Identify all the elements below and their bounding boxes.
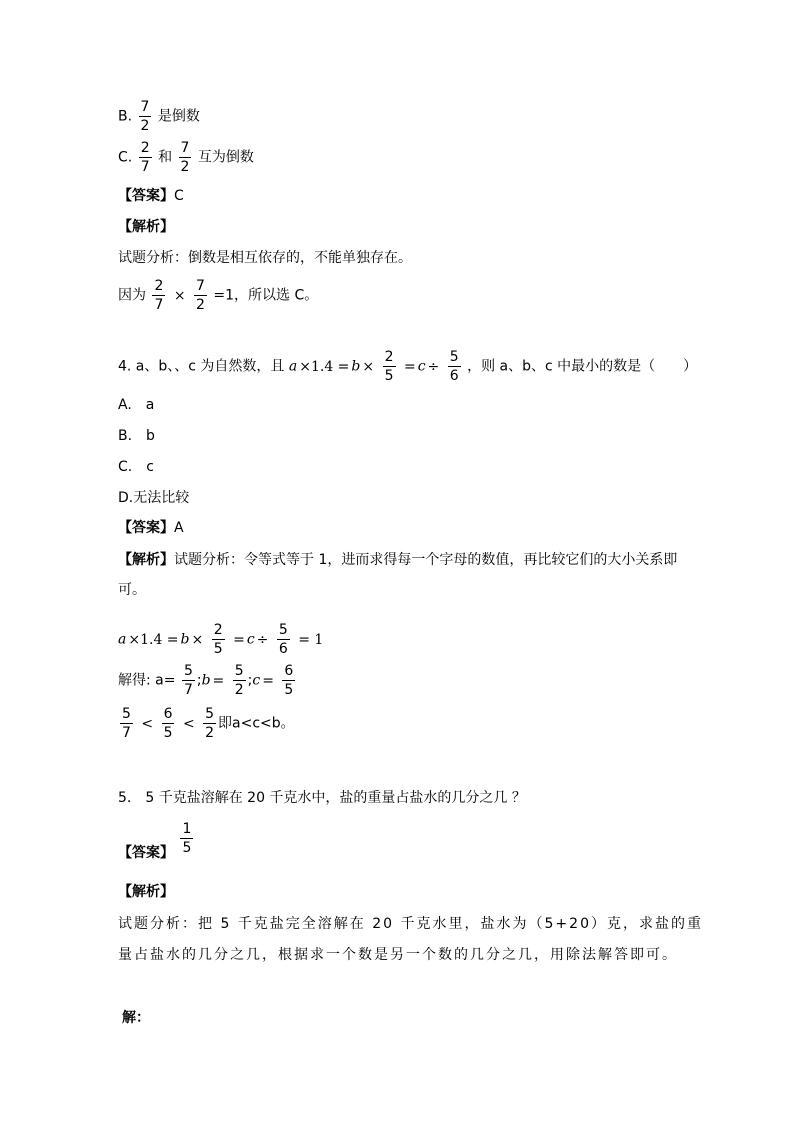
numerator: 6 <box>163 706 173 722</box>
answer-value: A <box>174 520 184 536</box>
q3-answer <box>118 186 184 206</box>
numerator: 5 <box>234 663 244 679</box>
operator: × <box>362 358 375 375</box>
fraction <box>139 98 152 135</box>
q3-option-c <box>118 139 254 176</box>
denominator: 2 <box>140 118 150 134</box>
text: ; <box>247 672 253 689</box>
q4-option-d: D.无法比较 <box>118 490 190 506</box>
text: 因为 <box>118 287 146 304</box>
answer-label: 【答案】 <box>118 845 174 861</box>
denominator: 5 <box>284 682 294 698</box>
q5-answer <box>118 821 195 863</box>
text: 解得: a= <box>118 672 176 689</box>
var: c <box>246 631 255 648</box>
fraction <box>152 277 165 314</box>
q4-option-b: B. b <box>118 428 155 444</box>
fraction <box>233 662 246 699</box>
numerator: 2 <box>213 622 223 638</box>
answer-label: 【答案】 <box>118 188 174 204</box>
numerator: 5 <box>122 706 131 722</box>
var: b <box>351 358 361 375</box>
denominator: 2 <box>205 725 215 741</box>
q3-analysis-label: 【解析】 <box>118 219 174 235</box>
q5-stem: 5. 5 千克盐溶解在 20 千克水中，盐的重量占盐水的几分之几 ？ <box>118 790 526 806</box>
numerator: 7 <box>196 278 205 294</box>
q4-answer <box>118 518 184 538</box>
var: a <box>118 631 127 648</box>
fraction <box>448 348 461 385</box>
fraction <box>194 277 207 314</box>
fraction <box>162 705 175 742</box>
denominator: 5 <box>213 641 223 657</box>
fraction <box>383 348 396 385</box>
fraction <box>139 139 152 176</box>
q5-analysis-text-2: 量占盐水的几分之几，根据求一个数是另一个数的几分之几，用除法解答即可。 <box>118 947 678 963</box>
analysis-text: 试题分析：令等式等于 1，进而求得每一个字母的数值，再比较它们的大小关系即 <box>174 552 678 568</box>
operator: = <box>403 358 416 375</box>
operator: ×1.4 = <box>128 631 179 648</box>
numerator: 5 <box>205 706 215 722</box>
q3-analysis-text: 试题分析：倒数是相互依存的，不能单独存在。 <box>118 250 412 266</box>
analysis-label: 【解析】 <box>118 552 174 568</box>
operator: ÷ <box>256 631 269 648</box>
q4-analysis <box>118 550 677 570</box>
denominator: 7 <box>122 725 131 741</box>
q4-compare <box>118 705 295 742</box>
question-text: ，则 a、b、c 中最小的数是（ ） <box>467 358 698 375</box>
operator: ×1.4 = <box>299 358 350 375</box>
fraction <box>120 705 133 742</box>
text: ; <box>196 672 202 689</box>
fraction <box>277 621 290 658</box>
q4-analysis-cont: 可。 <box>118 582 146 598</box>
answer-fraction <box>180 820 193 857</box>
var: c <box>252 672 261 689</box>
option-prefix: C. <box>118 149 133 166</box>
q4-equation <box>118 621 325 658</box>
operator: × <box>191 631 204 648</box>
answer-label: 【答案】 <box>118 520 174 536</box>
denominator: 2 <box>180 159 190 175</box>
denominator: 7 <box>154 297 164 313</box>
operator: = <box>233 631 245 648</box>
q5-analysis-label: 【解析】 <box>118 884 174 900</box>
q5-solution-label: 解： <box>122 1010 150 1026</box>
var: b <box>180 631 190 648</box>
denominator: 5 <box>384 368 394 384</box>
denominator: 2 <box>196 297 205 313</box>
numerator: 7 <box>140 99 150 115</box>
fraction <box>203 705 216 742</box>
denominator: 5 <box>163 725 173 741</box>
numerator: 5 <box>183 663 193 679</box>
denominator: 6 <box>449 368 459 384</box>
var: b <box>201 672 211 689</box>
operator: × <box>173 287 186 304</box>
option-text: 互为倒数 <box>197 149 254 166</box>
operator: < <box>182 715 195 732</box>
option-text: 是倒数 <box>157 108 200 125</box>
fraction <box>179 139 192 176</box>
text: 即a<c<b。 <box>218 715 295 732</box>
numerator: 2 <box>384 349 394 365</box>
q5-analysis-text-1: 试题分析：把 5 千克盐完全溶解在 20 千克水里，盐水为（5+20）克，求盐的重 <box>118 916 703 932</box>
numerator: 2 <box>140 140 150 156</box>
text: =1，所以选 C。 <box>213 287 319 304</box>
fraction <box>212 621 225 658</box>
var: c <box>417 358 426 375</box>
numerator: 1 <box>182 821 192 837</box>
operator: < <box>141 715 154 732</box>
operator: ÷ <box>427 358 440 375</box>
var: a <box>288 358 298 375</box>
operator: = 1 <box>298 631 324 648</box>
operator: = <box>262 672 274 689</box>
denominator: 6 <box>278 641 288 657</box>
denominator: 7 <box>140 159 150 175</box>
question-text: 4. a、b、、c 为自然数，且 <box>118 358 285 375</box>
q4-solve <box>118 662 297 699</box>
fraction <box>182 662 195 699</box>
denominator: 7 <box>183 682 193 698</box>
q4-option-a: A. a <box>118 397 155 413</box>
denominator: 2 <box>234 682 244 698</box>
q4-stem <box>118 348 697 385</box>
numerator: 5 <box>449 349 459 365</box>
fraction <box>282 662 295 699</box>
numerator: 5 <box>278 622 288 638</box>
option-prefix: B. <box>118 108 133 125</box>
option-text: 和 <box>158 149 173 166</box>
q4-option-c: C. c <box>118 459 154 475</box>
q3-reasoning <box>118 277 318 314</box>
numerator: 7 <box>180 140 190 156</box>
q3-option-b <box>118 98 200 135</box>
operator: = <box>212 672 225 689</box>
answer-value: C <box>174 188 184 204</box>
numerator: 2 <box>154 278 164 294</box>
denominator: 5 <box>182 840 192 856</box>
numerator: 6 <box>284 663 294 679</box>
